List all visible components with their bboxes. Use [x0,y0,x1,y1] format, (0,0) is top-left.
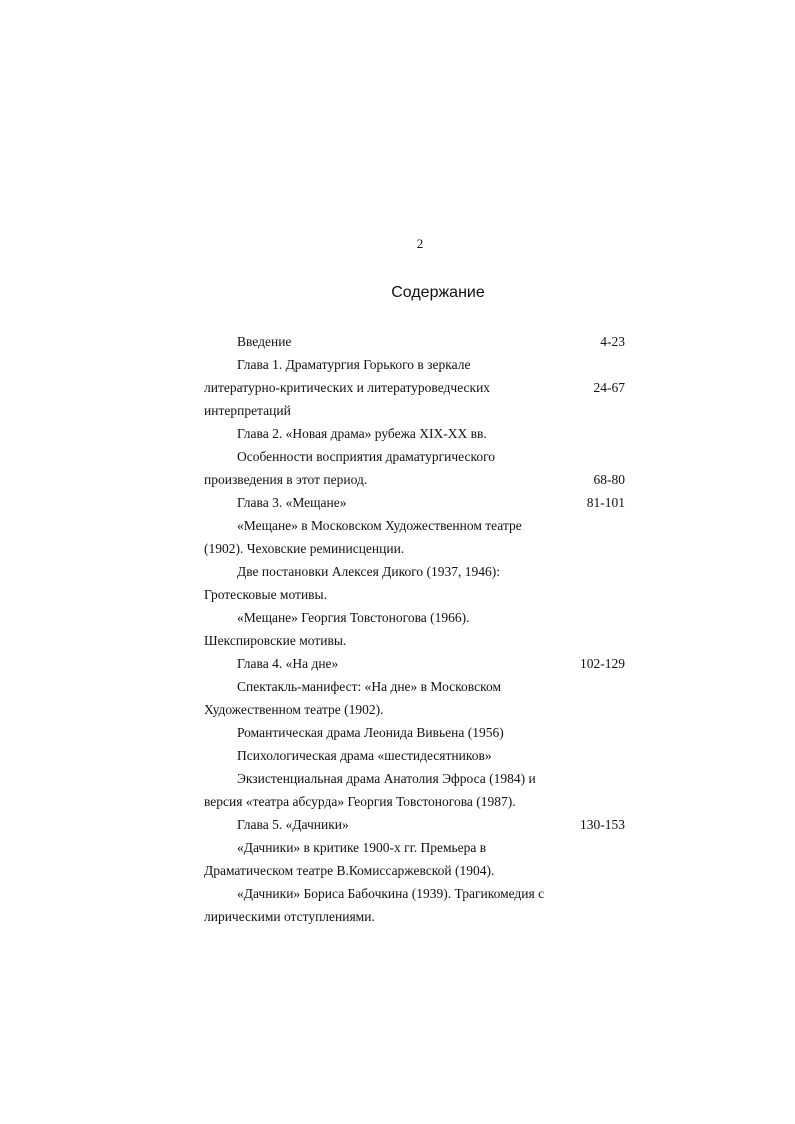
toc-entry-text: Глава 3. «Мещане» [237,495,347,510]
toc-entry-text: Введение [237,334,292,349]
toc-entry [0,836,795,859]
toc-entry [0,767,795,790]
toc-entry [0,560,795,583]
toc-entry-text: «Дачники» Бориса Бабочкина (1939). Трагикомедия с [237,886,545,901]
toc-entry [0,445,795,468]
toc-entry [0,882,795,905]
toc-entry-text: «Мещане» в Московском Художественном театре [237,518,522,533]
toc-entry [0,537,795,560]
toc-entry-text: Особенности восприятия драматургического [237,449,496,464]
toc-entry [0,744,795,767]
toc-entry [0,813,795,836]
toc-entry-text: версия «театра абсурда» Георгия Товстоногова (1987). [204,794,516,809]
toc-entry-text: интерпретаций [204,403,291,418]
toc-entry-text: Глава 5. «Дачники» [237,817,349,832]
toc-entry [0,698,795,721]
toc-entry-pages: 130-153 [580,817,625,832]
toc-entry [0,376,795,399]
toc-entry-text: «Дачники» в критике 1900-х гг. Премьера в [237,840,487,855]
toc-entry-text: литературно-критических и литературоведческих [204,380,491,395]
toc-entry-text: Шекспировские мотивы. [204,633,347,648]
toc-entry-text: Глава 1. Драматургия Горького в зеркале [237,357,471,372]
toc-entry [0,790,795,813]
toc-title: Содержание [391,284,485,301]
toc-entry-text: Глава 2. «Новая драма» рубежа XIX-XX вв. [237,426,487,441]
toc-entry-text: Художественном театре (1902). [204,702,384,717]
toc-entry-text: Психологическая драма «шестидесятников» [237,748,492,763]
toc-entry-text: Спектакль-манифест: «На дне» в Московском [237,679,501,694]
toc-entry-pages: 68-80 [593,472,625,487]
toc-entry [0,330,795,353]
toc-entry [0,583,795,606]
toc-entry-pages: 102-129 [580,656,625,671]
toc-entry [0,353,795,376]
toc-entry-text: лирическими отступлениями. [204,909,375,924]
toc-entry [0,491,795,514]
toc-entry [0,905,795,928]
toc-entry [0,399,795,422]
toc-entry [0,629,795,652]
toc-entry-text: «Мещане» Георгия Товстоногова (1966). [237,610,470,625]
toc-entry [0,859,795,882]
toc-entry-text: Драматическом театре В.Комиссаржевской (1904). [204,863,495,878]
toc-entry-text: Гротесковые мотивы. [204,587,327,602]
toc-entry [0,721,795,744]
toc-entry [0,468,795,491]
toc-entry-pages: 4-23 [600,334,625,349]
toc-entry-text: Две постановки Алексея Дикого (1937, 1946): [237,564,501,579]
toc-entry [0,422,795,445]
toc-entry-text: Глава 4. «На дне» [237,656,339,671]
toc-entry-text: произведения в этот период. [204,472,368,487]
toc-entry-text: (1902). Чеховские реминисценции. [204,541,405,556]
toc-entry [0,514,795,537]
toc-entry-text: Романтическая драма Леонида Вивьена (1956) [237,725,504,740]
toc-entry [0,652,795,675]
toc-entry-text: Экзистенциальная драма Анатолия Эфроса (1984) и [237,771,536,786]
toc-entry-pages: 24-67 [593,380,625,395]
toc-entry-pages: 81-101 [586,495,625,510]
toc-entry [0,606,795,629]
page-number: 2 [416,236,424,251]
toc-entry [0,675,795,698]
